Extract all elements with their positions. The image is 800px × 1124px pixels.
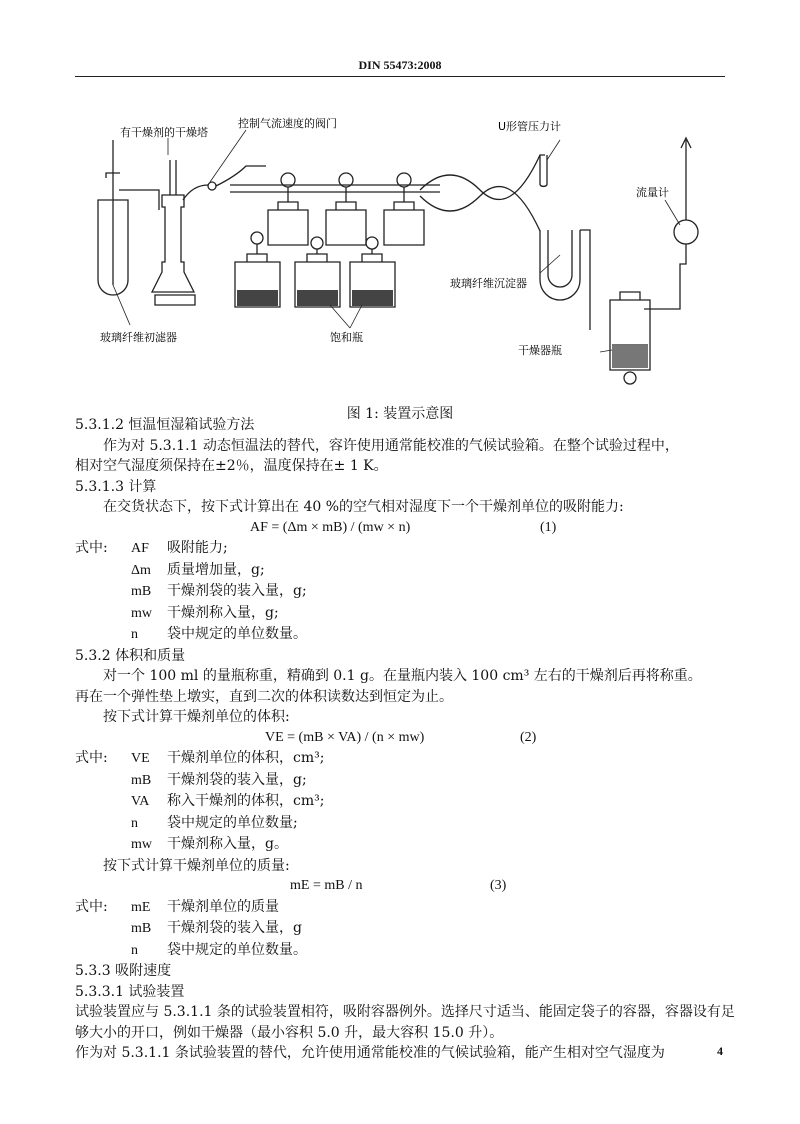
definition-row — [75, 940, 735, 962]
equation-3 — [75, 876, 735, 897]
apparatus-figure — [0, 0, 800, 400]
paragraph: 按下式计算干燥剂单位的体积: — [103, 709, 290, 725]
symbol: n — [131, 942, 138, 958]
definition: 干燥剂袋的装入量，g; — [167, 583, 307, 599]
definition-row — [75, 813, 735, 835]
symbol: mB — [131, 584, 152, 599]
definition-row — [75, 770, 735, 792]
definition-list — [75, 748, 735, 770]
symbol: mw — [131, 605, 152, 621]
definition: 袋中规定的单位数量; — [167, 814, 298, 831]
label-drying-tower: 有干燥剂的干燥塔 — [120, 126, 208, 139]
label-valve: 控制气流速度的阀门 — [238, 117, 337, 130]
section-532-title: 5.3.2 体积和质量 — [75, 647, 186, 664]
equation-number: (1) — [540, 519, 557, 535]
where-label: 式中: — [75, 540, 108, 556]
definition: 干燥剂称入量，g; — [167, 604, 279, 621]
definition-row — [75, 624, 735, 646]
definition-row — [75, 834, 735, 856]
page-number: 4 — [717, 1044, 723, 1058]
paragraph: 按下式计算干燥剂单位的质量: — [103, 857, 290, 874]
symbol: Δm — [131, 562, 151, 578]
definition-list — [75, 538, 735, 560]
label-dryer-bottle: 干燥器瓶 — [518, 344, 562, 357]
symbol: mB — [131, 772, 152, 788]
equation-number: (3) — [490, 878, 507, 893]
paragraph: 在交货状态下，按下式计算出在 40 %的空气相对湿度下一个干燥剂单位的吸附能力: — [103, 499, 624, 515]
paragraph: 对一个 100 ml 的量瓶称重，精确到 0.1 g。在量瓶内装入 100 cm³ 左右的干燥剂后再将称重。 — [103, 668, 702, 684]
paragraph: 作为对 5.3.1.1 动态恒温法的替代，容许使用通常能校准的气候试验箱。在整个试验过程中， — [103, 437, 679, 454]
definition: 干燥剂单位的质量 — [167, 898, 279, 915]
where-label: 式中: — [75, 750, 108, 766]
label-flowmeter: 流量计 — [636, 186, 669, 199]
symbol: AF — [131, 541, 149, 556]
label-u-manometer: U形管压力计 — [498, 120, 562, 133]
section-5313-title: 5.3.1.3 计算 — [75, 478, 157, 495]
definition: 干燥剂袋的装入量，g; — [167, 771, 307, 788]
definition-list — [75, 897, 735, 919]
document-body — [75, 415, 735, 1064]
equation-number: (2) — [520, 729, 537, 745]
equation-formula: VE = (mB × VA) / (n × mw) — [265, 729, 425, 745]
where-label: 式中: — [75, 898, 108, 915]
label-fiberglass-settler: 玻璃纤维沉淀器 — [450, 277, 527, 290]
symbol: mw — [131, 837, 152, 852]
definition: 干燥剂称入量，g。 — [167, 836, 288, 852]
symbol: mE — [131, 899, 151, 915]
definition: 袋中规定的单位数量。 — [167, 941, 307, 958]
symbol: n — [131, 815, 138, 831]
definition: 袋中规定的单位数量。 — [167, 626, 307, 642]
document-header: DIN 55473:2008 — [358, 58, 442, 72]
symbol: VE — [131, 751, 150, 766]
equation-formula: AF = (Δm × mB) / (mw × n) — [250, 519, 411, 535]
equation-1 — [75, 518, 735, 539]
paragraph: 相对空气湿度须保持在±2％，温度保持在± 1 K。 — [75, 458, 388, 474]
paragraph: 作为对 5.3.1.1 条试验装置的替代，允许使用通常能校准的气候试验箱，能产生相对空气湿度为 — [75, 1045, 665, 1061]
definition-row — [75, 791, 735, 813]
figure-caption: 图 1: 装置示意图 — [346, 406, 454, 422]
definition-row — [75, 603, 735, 625]
symbol: VA — [131, 794, 150, 809]
section-5312-title: 5.3.1.2 恒温恒湿箱试验方法 — [75, 417, 255, 433]
equation-formula: mE = mB / n — [290, 878, 363, 893]
label-fiberglass-prefilter: 玻璃纤维初滤器 — [100, 331, 177, 344]
label-saturation-bottle: 饱和瓶 — [330, 331, 363, 344]
definition-row — [75, 560, 735, 582]
definition: 干燥剂袋的装入量，g — [167, 920, 302, 936]
definition: 质量增加量，g; — [167, 561, 265, 578]
definition-row — [75, 918, 735, 940]
section-533-title: 5.3.3 吸附速度 — [75, 963, 172, 979]
definition-row — [75, 581, 735, 603]
symbol: mB — [131, 921, 152, 936]
definition: 干燥剂单位的体积，cm³; — [167, 750, 325, 766]
paragraph: 再在一个弹性垫上墩实，直到二次的体积读数达到恒定为止。 — [75, 688, 453, 705]
symbol: n — [131, 627, 138, 642]
section-5331-title: 5.3.3.1 试验装置 — [75, 983, 185, 1000]
definition: 吸附能力; — [167, 540, 228, 556]
equation-2 — [75, 728, 735, 749]
paragraph: 试验装置应与 5.3.1.1 条的试验装置相符，吸附容器例外。选择尺寸适当、能固定袋子的容器，容器设有足够大小的开口，例如干燥器（最小容积 5.0 升，最大容积 15.0 升）。 — [75, 1004, 735, 1041]
definition: 称入干燥剂的体积，cm³; — [167, 793, 325, 809]
